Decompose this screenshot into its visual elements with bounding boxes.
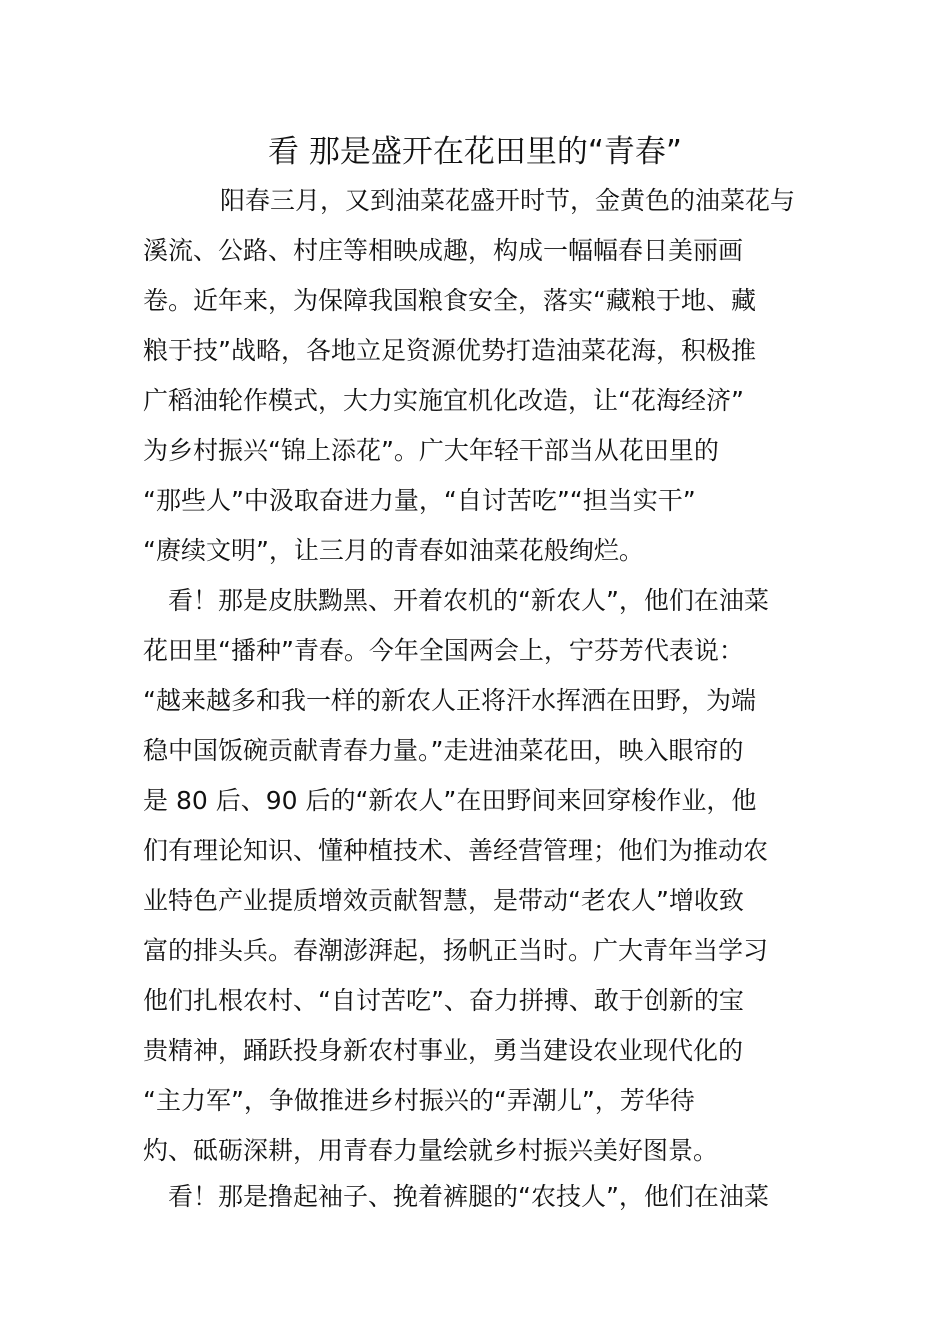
article-title: 看 那是盛开在花田里的“青春” — [268, 134, 682, 170]
body-line: 广稻油轮作模式，大力实施宜机化改造，让“花海经济” — [143, 386, 744, 415]
body-line: 是 80 后、90 后的“新农人”在田野间来回穿梭作业，他 — [143, 786, 757, 815]
body-line: 溪流、公路、村庄等相映成趣，构成一幅幅春日美丽画 — [143, 236, 744, 265]
body-line: 阳春三月，又到油菜花盛开时节，金黄色的油菜花与 — [220, 186, 796, 215]
body-line: 稳中国饭碗贡献青春力量。”走进油菜花田，映入眼帘的 — [143, 736, 744, 765]
body-line: 看！那是皮肤黝黑、开着农机的“新农人”，他们在油菜 — [168, 586, 769, 615]
body-line: 富的排头兵。春潮澎湃起，扬帆正当时。广大青年当学习 — [143, 936, 769, 965]
body-line: 卷。近年来，为保障我国粮食安全，落实“藏粮于地、藏 — [143, 286, 756, 315]
body-line: “赓续文明”，让三月的青春如油菜花般绚烂。 — [143, 536, 644, 565]
body-line: 灼、砥砺深耕，用青春力量绘就乡村振兴美好图景。 — [143, 1136, 719, 1165]
body-line: 为乡村振兴“锦上添花”。广大年轻干部当从花田里的 — [143, 436, 719, 465]
body-line: 业特色产业提质增效贡献智慧，是带动“老农人”增收致 — [143, 886, 744, 915]
body-line: “那些人”中汲取奋进力量，“自讨苦吃”“担当实干” — [143, 486, 696, 515]
body-line: “主力军”，争做推进乡村振兴的“弄潮儿”，芳华待 — [143, 1086, 695, 1115]
body-line: 贵精神，踊跃投身新农村事业，勇当建设农业现代化的 — [143, 1036, 744, 1065]
body-line: 粮于技”战略，各地立足资源优势打造油菜花海，积极推 — [143, 336, 756, 365]
body-line: 花田里“播种”青春。今年全国两会上，宁芬芳代表说： — [143, 636, 744, 665]
body-line: 们有理论知识、懂种植技术、善经营管理；他们为推动农 — [143, 836, 769, 865]
body-line: “越来越多和我一样的新农人正将汗水挥洒在田野，为端 — [143, 686, 756, 715]
body-line: 看！那是撸起袖子、挽着裤腿的“农技人”，他们在油菜 — [168, 1182, 769, 1211]
body-line: 他们扎根农村、“自讨苦吃”、奋力拼搏、敢于创新的宝 — [143, 986, 744, 1015]
